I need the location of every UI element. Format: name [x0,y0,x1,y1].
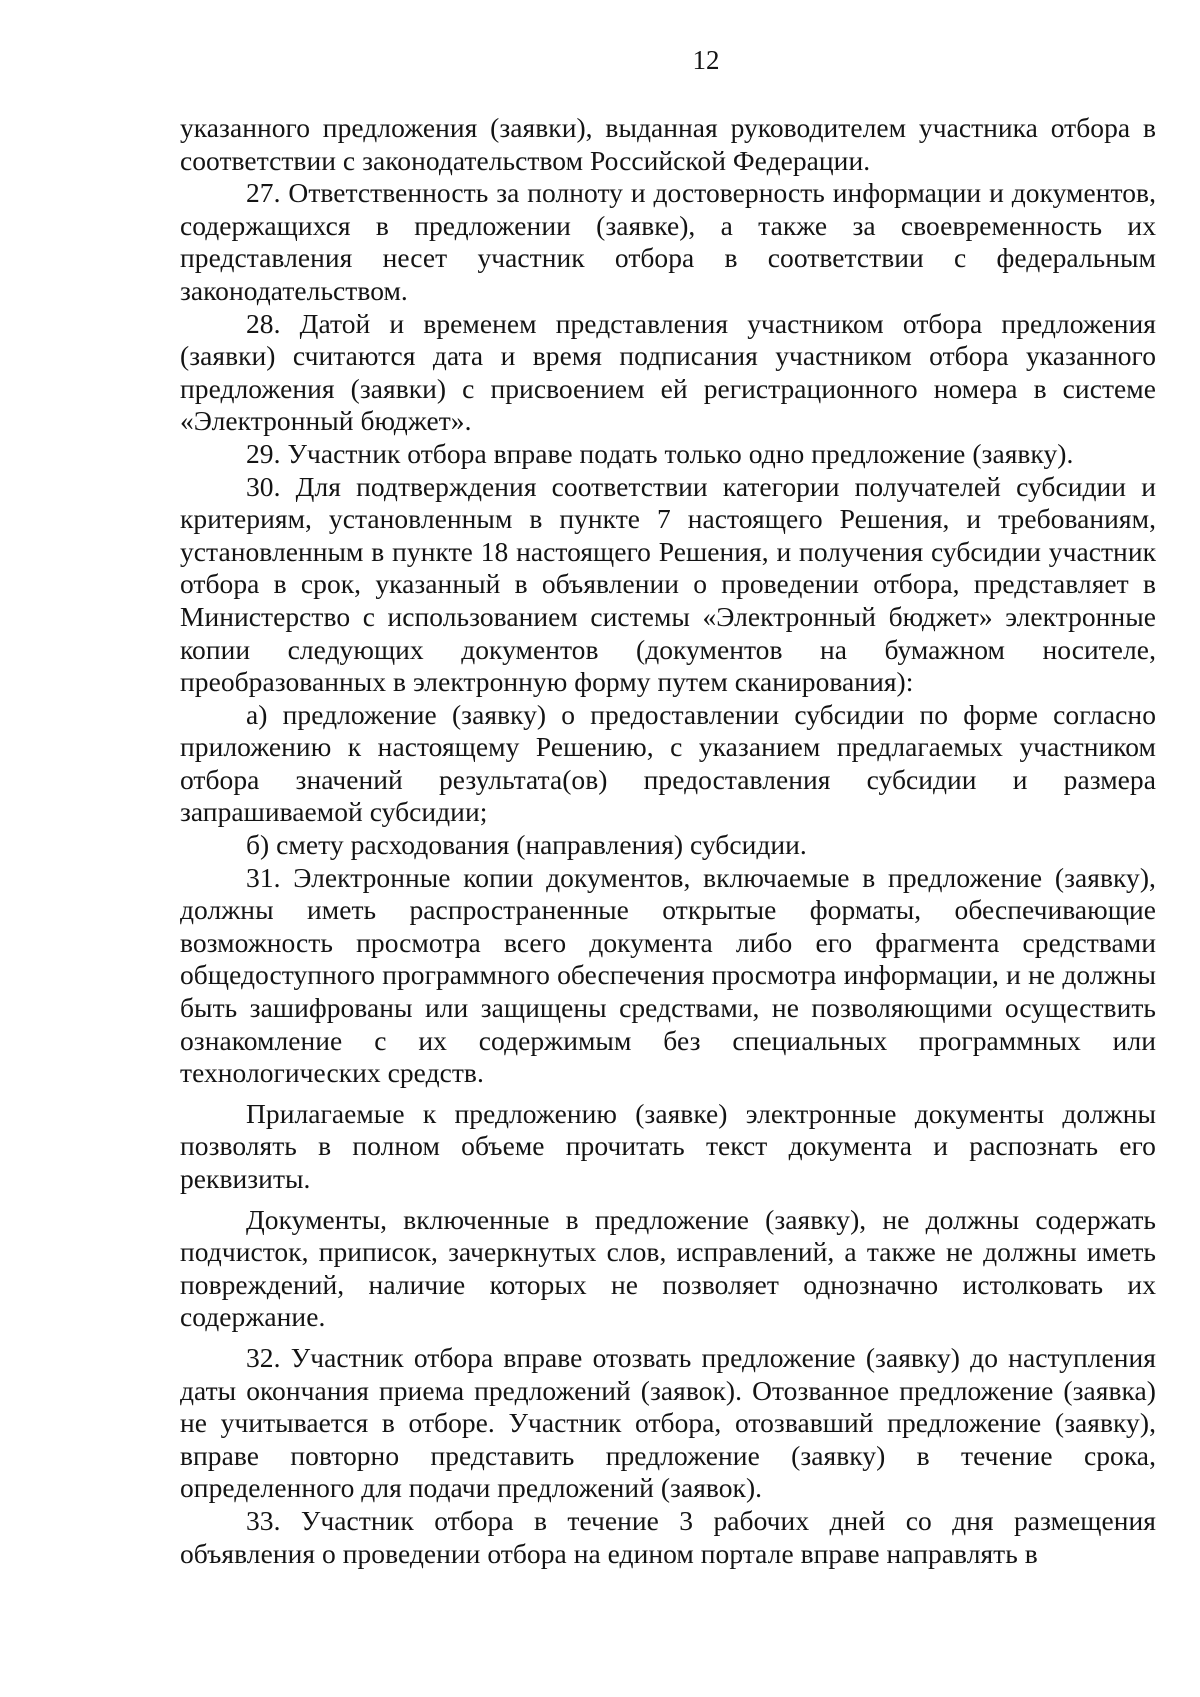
paragraph-27: 27. Ответственность за полноту и достоверность информации и документов, содержащихся в предложении (заявке), а также за своевременность их представления несет участник отбора в соответствии с федеральным законодательством. [180,177,1156,306]
paragraph-30-item-b: б) смету расходования (направления) субсидии. [246,829,807,861]
paragraph-32: 32. Участник отбора вправе отозвать предложение (заявку) до наступления даты окончания приема предложений (заявок). Отозванное предложение (заявка) не учитывается в отборе. Участник отбора, отозвавший предложение (заявку), вправе повторно представить предложение (заявку) в течение срока, определенного для подачи предложений (заявок). [180,1341,1156,1504]
paragraph-29: 29. Участник отбора вправе подать только одно предложение (заявку). [246,437,1074,469]
paragraph-33: 33. Участник отбора в течение 3 рабочих дней со дня размещения объявления о проведении отбора на едином портале вправе направлять в [180,1504,1156,1569]
paragraph-28: 28. Датой и временем представления участником отбора предложения (заявки) считаются дата и время подписания участником отбора указанного предложения (заявки) с присвоением ей регистрационного номера в системе «Электронный бюджет». [180,307,1156,437]
paragraph-31-documents: Документы, включенные в предложение (заявку), не должны содержать подчисток, приписок, зачеркнутых слов, исправлений, а также не должны иметь повреждений, наличие которых не позволяет однозначно истолковать их содержание. [180,1203,1156,1333]
document-body [180,112,1156,1570]
paragraph-continuation: указанного предложения (заявки), выданная руководителем участника отбора в соответствии с законодательством Российской Федерации. [180,112,1156,176]
paragraph-30: 30. Для подтверждения соответствии категории получателей субсидии и критериям, установленным в пункте 7 настоящего Решения, и требованиям, установленным в пункте 18 настоящего Решения, и получения субсидии участник отбора в срок, указанный в объявлении о проведении отбора, представляет в Министерство с использованием системы «Электронный бюджет» электронные копии следующих документов (документов на бумажном носителе, преобразованных в электронную форму путем сканирования): [180,470,1156,698]
paragraph-31-attachments: Прилагаемые к предложению (заявке) электронные документы должны позволять в полном объеме прочитать текст документа и распознать его реквизиты. [180,1097,1156,1194]
page-number: 12 [692,45,720,75]
paragraph-31: 31. Электронные копии документов, включаемые в предложение (заявку), должны иметь распространенные открытые форматы, обеспечивающие возможность просмотра всего документа либо его фрагмента средствами общедоступного программного обеспечения просмотра информации, и не должны быть зашифрованы или защищены средствами, не позволяющими осуществить ознакомление с их содержимым без специальных программных или технологических средств. [180,861,1156,1089]
paragraph-30-item-a: а) предложение (заявку) о предоставлении субсидии по форме согласно приложению к настоящему Решению, с указанием предлагаемых участником отбора значений результата(ов) предоставления субсидии и размера запрашиваемой субсидии; [180,698,1156,828]
